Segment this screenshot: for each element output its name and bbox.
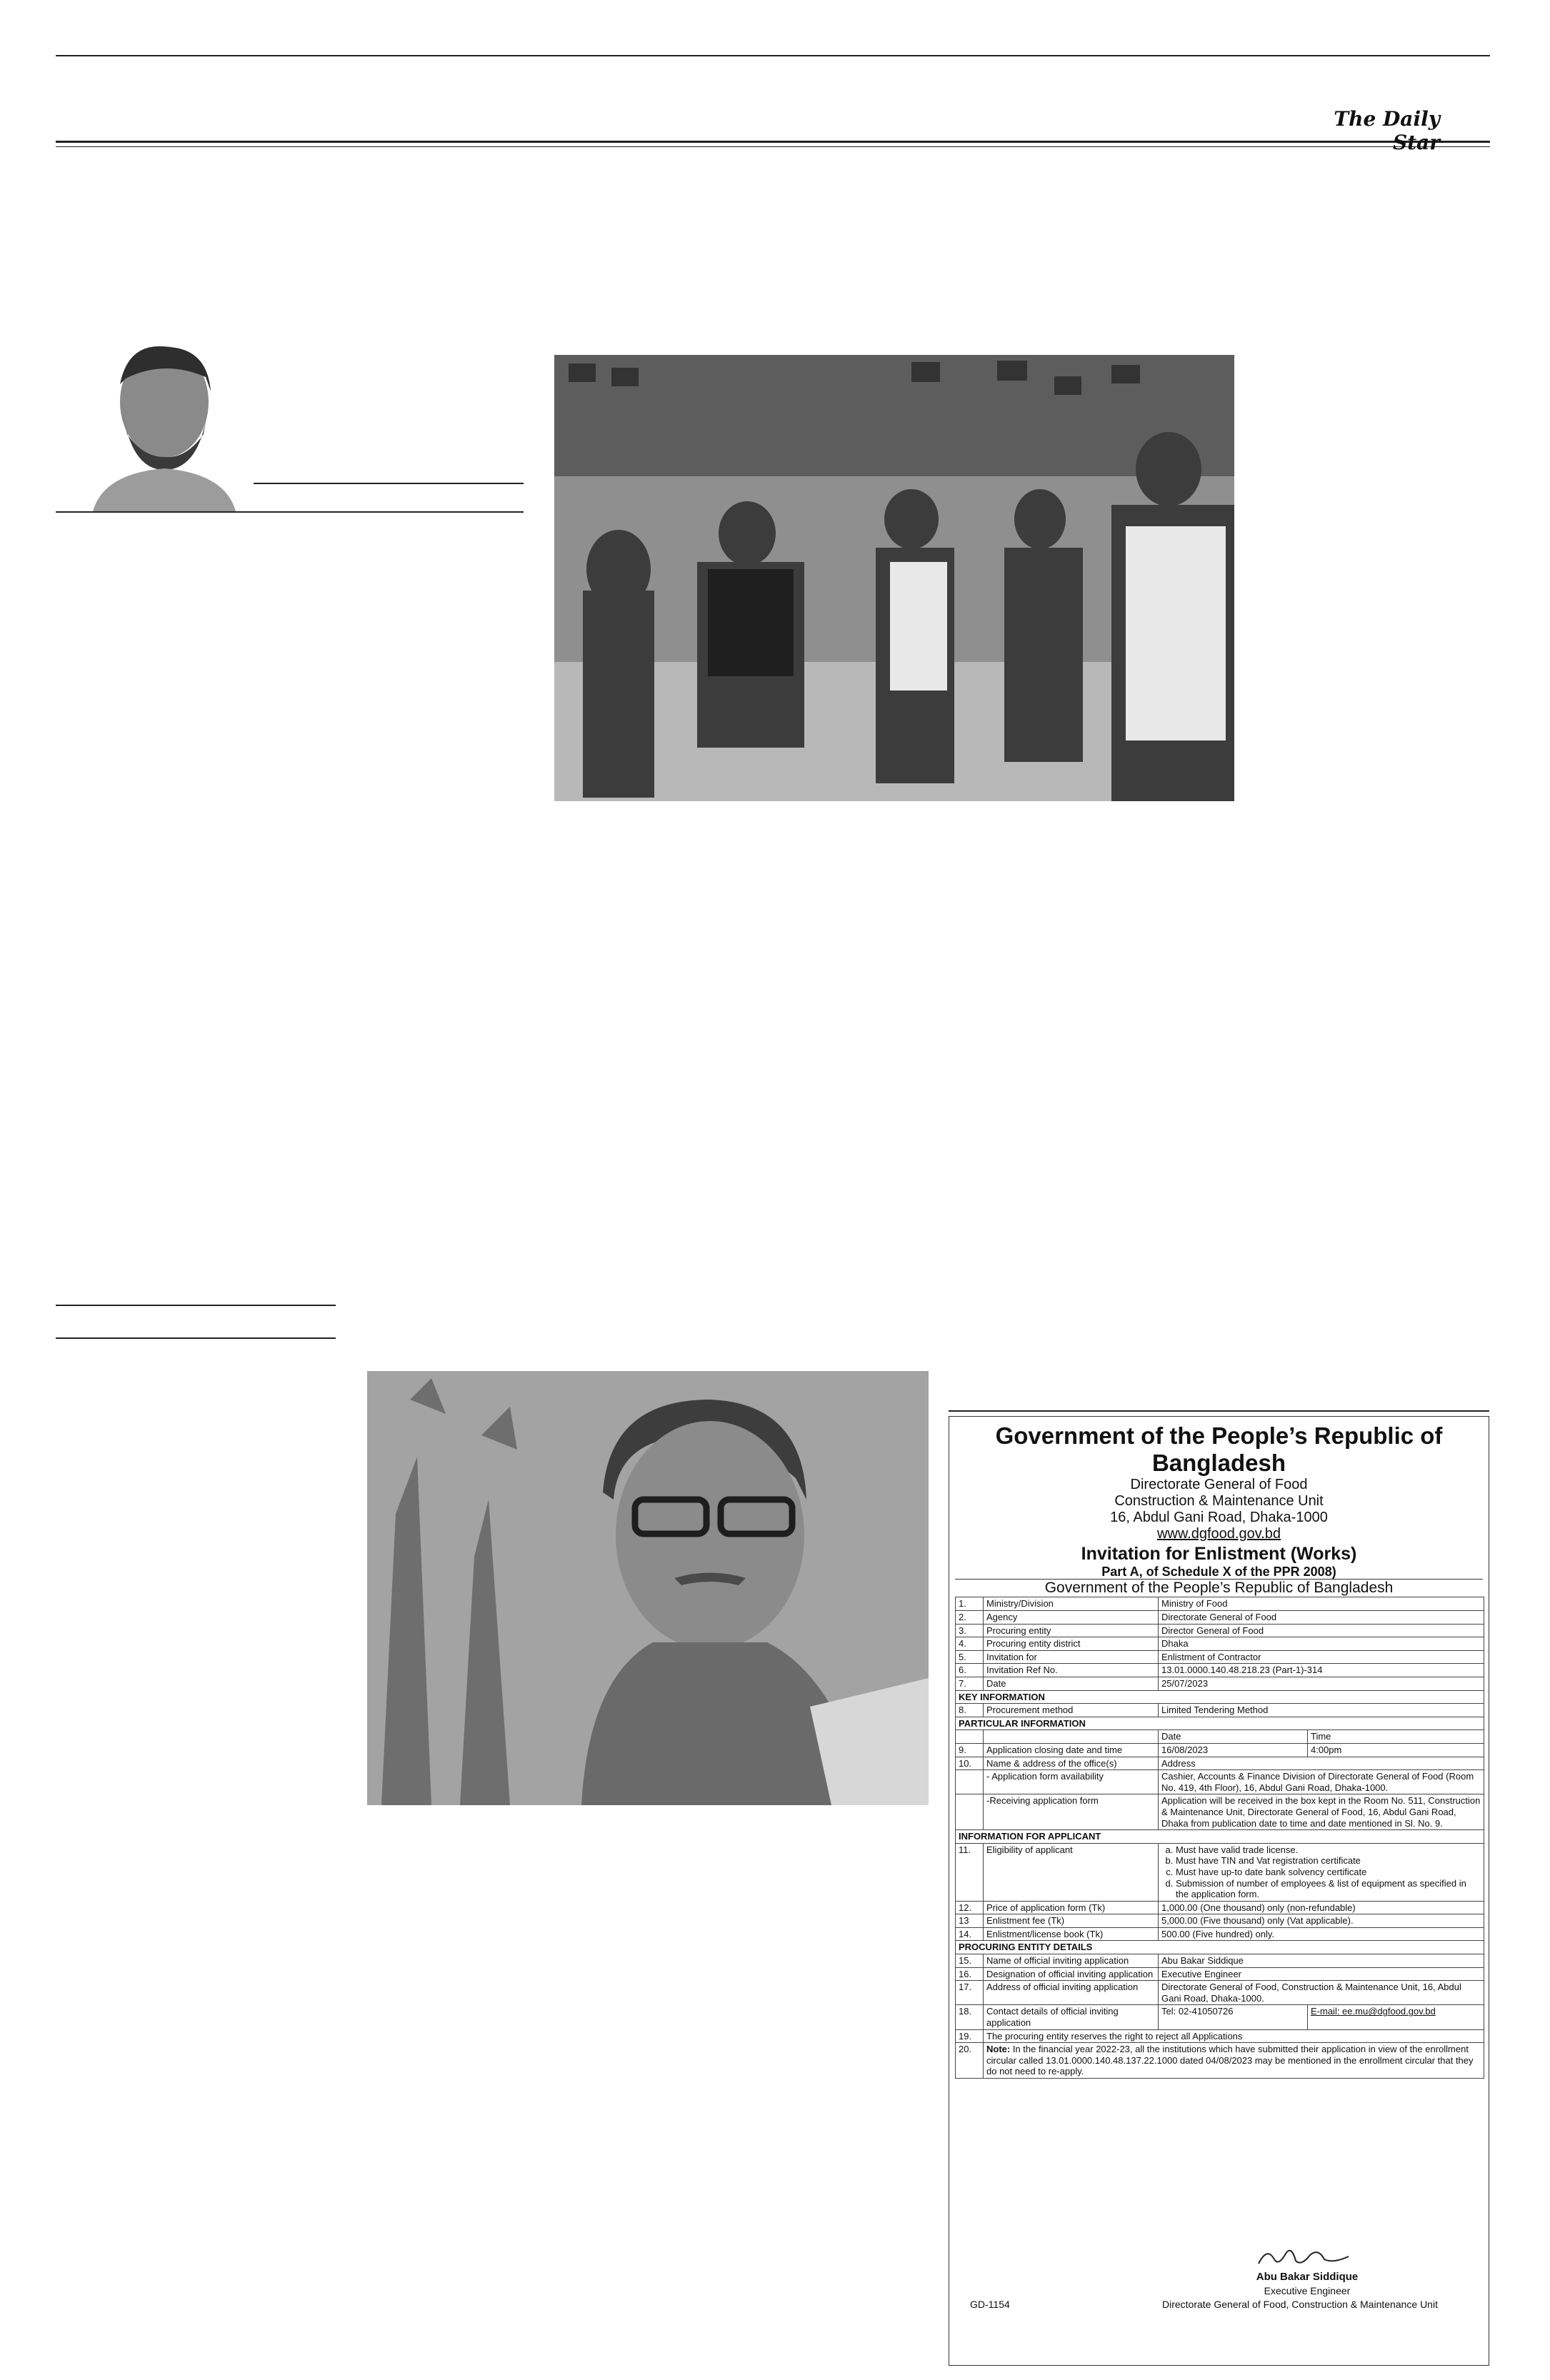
time-column-header: Time: [1308, 1730, 1484, 1744]
list-item: a. Must have valid trade license.: [1176, 1844, 1481, 1856]
row-field: - Application form availability: [984, 1770, 1159, 1794]
row-number: 9.: [956, 1743, 984, 1757]
table-row: [956, 1967, 1484, 1981]
section-heading: PARTICULAR INFORMATION: [956, 1717, 1484, 1730]
row-field: Enlistment/license book (Tk): [984, 1927, 1159, 1941]
row-field: Procuring entity district: [984, 1637, 1159, 1651]
section-rule-upper: [56, 1305, 336, 1306]
row-field: Invitation Ref No.: [984, 1664, 1159, 1677]
notice-table: [955, 1597, 1484, 2079]
section-heading: INFORMATION FOR APPLICANT: [956, 1830, 1484, 1844]
table-row: [956, 1730, 1484, 1744]
row-number: 14.: [956, 1927, 984, 1941]
date-column-header: Date: [1159, 1730, 1308, 1744]
row-number: 17.: [956, 1981, 984, 2005]
row-number: 19.: [956, 2029, 984, 2043]
row-value: Cashier, Accounts & Finance Division of Directorate General of Food (Room No. 419, 4th Floor), 16, Abdul Gani Road, Dhaka-1000.: [1159, 1770, 1484, 1794]
table-row: [956, 1677, 1484, 1691]
row-value: 13.01.0000.140.48.218.23 (Part-1)-314: [1159, 1664, 1484, 1677]
table-row: [956, 1757, 1484, 1770]
row-field: Designation of official inviting application: [984, 1967, 1159, 1981]
row-value: Limited Tendering Method: [1159, 1704, 1484, 1717]
note-label: Note:: [986, 2044, 1011, 2055]
row-number: 7.: [956, 1677, 984, 1691]
table-row: [956, 1954, 1484, 1968]
columnist-rule-short: [254, 483, 524, 484]
row-value: 25/07/2023: [1159, 1677, 1484, 1691]
row-number: 11.: [956, 1843, 984, 1901]
table-row: [956, 1704, 1484, 1717]
list-item: d. Submission of number of employees & list of equipment as specified in the application form.: [1176, 1878, 1481, 1900]
row-value: Abu Bakar Siddique: [1159, 1954, 1484, 1968]
row-number: 2.: [956, 1611, 984, 1625]
table-row: [956, 2029, 1484, 2043]
row-field: Name & address of the office(s): [984, 1757, 1159, 1770]
notice-government-repeat: Government of the People’s Republic of Bangladesh: [955, 1579, 1483, 1597]
row-field: Procurement method: [984, 1704, 1159, 1717]
enlistment-notice: [949, 1416, 1489, 2366]
row-value: Dhaka: [1159, 1637, 1484, 1651]
table-row: [956, 1843, 1484, 1901]
row-number: 8.: [956, 1704, 984, 1717]
row-value: Address: [1159, 1757, 1484, 1770]
signatory-designation: Executive Engineer: [1264, 2285, 1351, 2296]
row-field: Contact details of official inviting application: [984, 2005, 1159, 2029]
notice-unit: Construction & Maintenance Unit: [1114, 1492, 1324, 1509]
speaker-portrait: [367, 1371, 929, 1805]
list-item: b. Must have TIN and Vat registration certificate: [1176, 1855, 1481, 1867]
row-number: 1.: [956, 1597, 984, 1611]
row-field: Enlistment fee (Tk): [984, 1914, 1159, 1928]
section-row-applicant-info: [956, 1830, 1484, 1844]
row-number: 10.: [956, 1757, 984, 1770]
row-number: 15.: [956, 1954, 984, 1968]
row-number: 12.: [956, 1901, 984, 1914]
clash-photo: [554, 355, 1234, 801]
list-item: c. Must have up-to date bank solvency certificate: [1176, 1867, 1481, 1878]
table-row: [956, 1927, 1484, 1941]
table-row: [956, 1770, 1484, 1794]
note-text: In the financial year 2022-23, all the institutions which have submitted their application in view of the enrollment circular called 13.01.0000.140.48.137.22.1000 dated 04/08/2023 may be mentioned in the enrollment circular that they do not need to re-apply.: [986, 2044, 1474, 2077]
eligibility-list: [1161, 1844, 1481, 1900]
signatory-name: Abu Bakar Siddique: [1256, 2271, 1359, 2283]
closing-date: 16/08/2023: [1159, 1743, 1308, 1757]
row-number: 4.: [956, 1637, 984, 1651]
row-number: 6.: [956, 1664, 984, 1677]
row-number: 5.: [956, 1650, 984, 1664]
section-row-procuring-details: [956, 1941, 1484, 1954]
section-row-key-info: [956, 1690, 1484, 1704]
section-heading: PROCURING ENTITY DETAILS: [956, 1941, 1484, 1954]
row-field: Address of official inviting application: [984, 1981, 1159, 2005]
row-value: Director General of Food: [1159, 1624, 1484, 1637]
contact-email-link[interactable]: E-mail: ee.mu@dgfood.gov.bd: [1308, 2005, 1484, 2029]
masthead-logo: The Daily Star: [1334, 107, 1440, 154]
row-number: 3.: [956, 1624, 984, 1637]
row-field: Price of application form (Tk): [984, 1901, 1159, 1914]
row-value: Directorate General of Food: [1159, 1611, 1484, 1625]
table-row: [956, 1664, 1484, 1677]
row-value: Executive Engineer: [1159, 1967, 1484, 1981]
section-heading: KEY INFORMATION: [956, 1690, 1484, 1704]
closing-time: 4:00pm: [1308, 1743, 1484, 1757]
row-field: Procuring entity: [984, 1624, 1159, 1637]
notice-top-rule: [949, 1410, 1489, 1412]
row-number: 18.: [956, 2005, 984, 2029]
columnist-rule-long: [56, 511, 524, 513]
table-row: [956, 1743, 1484, 1757]
masthead-rule-lower: [56, 146, 1490, 147]
row-value: 500.00 (Five hundred) only.: [1159, 1927, 1484, 1941]
table-row: [956, 2005, 1484, 2029]
columnist-portrait: [79, 334, 243, 511]
row-number: 13: [956, 1914, 984, 1928]
notice-government: Government of the People’s Republic of Bangladesh: [995, 1422, 1443, 1476]
row-value: 5,000.00 (Five thousand) only (Vat applicable).: [1159, 1914, 1484, 1928]
row-field: Application closing date and time: [984, 1743, 1159, 1757]
table-row: [956, 1650, 1484, 1664]
row-field: Agency: [984, 1611, 1159, 1625]
row-value: Enlistment of Contractor: [1159, 1650, 1484, 1664]
notice-header: [949, 1422, 1489, 1597]
table-row: [956, 1914, 1484, 1928]
signatory-office: Directorate General of Food, Construction & Maintenance Unit: [1162, 2299, 1438, 2310]
table-row: [956, 1637, 1484, 1651]
table-row: [956, 1794, 1484, 1830]
table-row: [956, 1624, 1484, 1637]
top-rule: [56, 55, 1490, 56]
table-row: [956, 2043, 1484, 2079]
note-cell: [984, 2043, 1484, 2079]
row-field: Ministry/Division: [984, 1597, 1159, 1611]
row-field: -Receiving application form: [984, 1794, 1159, 1830]
row-field: Eligibility of applicant: [984, 1843, 1159, 1901]
row-value: Directorate General of Food, Construction & Maintenance Unit, 16, Abdul Gani Road, Dhaka-1000.: [1159, 1981, 1484, 2005]
contact-tel: Tel: 02-41050726: [1159, 2005, 1308, 2029]
table-row: [956, 1597, 1484, 1611]
row-value: The procuring entity reserves the right to reject all Applications: [984, 2029, 1484, 2043]
table-row: [956, 1981, 1484, 2005]
notice-directorate: Directorate General of Food: [1130, 1476, 1308, 1492]
notice-schedule: Part A, of Schedule X of the PPR 2008): [1101, 1564, 1336, 1579]
masthead-rule-upper: [56, 141, 1490, 143]
row-field: Invitation for: [984, 1650, 1159, 1664]
notice-address: 16, Abdul Gani Road, Dhaka-1000: [1110, 1509, 1328, 1525]
notice-website-link[interactable]: www.dgfood.gov.bd: [1156, 1525, 1281, 1542]
table-row: [956, 1611, 1484, 1625]
notice-invitation-title: Invitation for Enlistment (Works): [1081, 1543, 1357, 1564]
row-value: Ministry of Food: [1159, 1597, 1484, 1611]
row-field: Name of official inviting application: [984, 1954, 1159, 1968]
row-value: Application will be received in the box kept in the Room No. 511, Construction & Maintenance Unit, Directorate General of Food, 16, Abdul Gani Road, Dhaka from publication date to time and date mentioned in Sl. No. 9.: [1159, 1794, 1484, 1830]
table-row: [956, 1901, 1484, 1914]
row-number: 16.: [956, 1967, 984, 1981]
row-value: 1,000.00 (One thousand) only (non-refundable): [1159, 1901, 1484, 1914]
signature-mark: [1254, 2242, 1354, 2271]
section-row-particular-info: [956, 1717, 1484, 1730]
row-number: 20.: [956, 2043, 984, 2079]
eligibility-list-cell: [1159, 1843, 1484, 1901]
section-rule-lower: [56, 1337, 336, 1339]
row-field: Date: [984, 1677, 1159, 1691]
notice-code: GD-1154: [970, 2299, 1010, 2310]
